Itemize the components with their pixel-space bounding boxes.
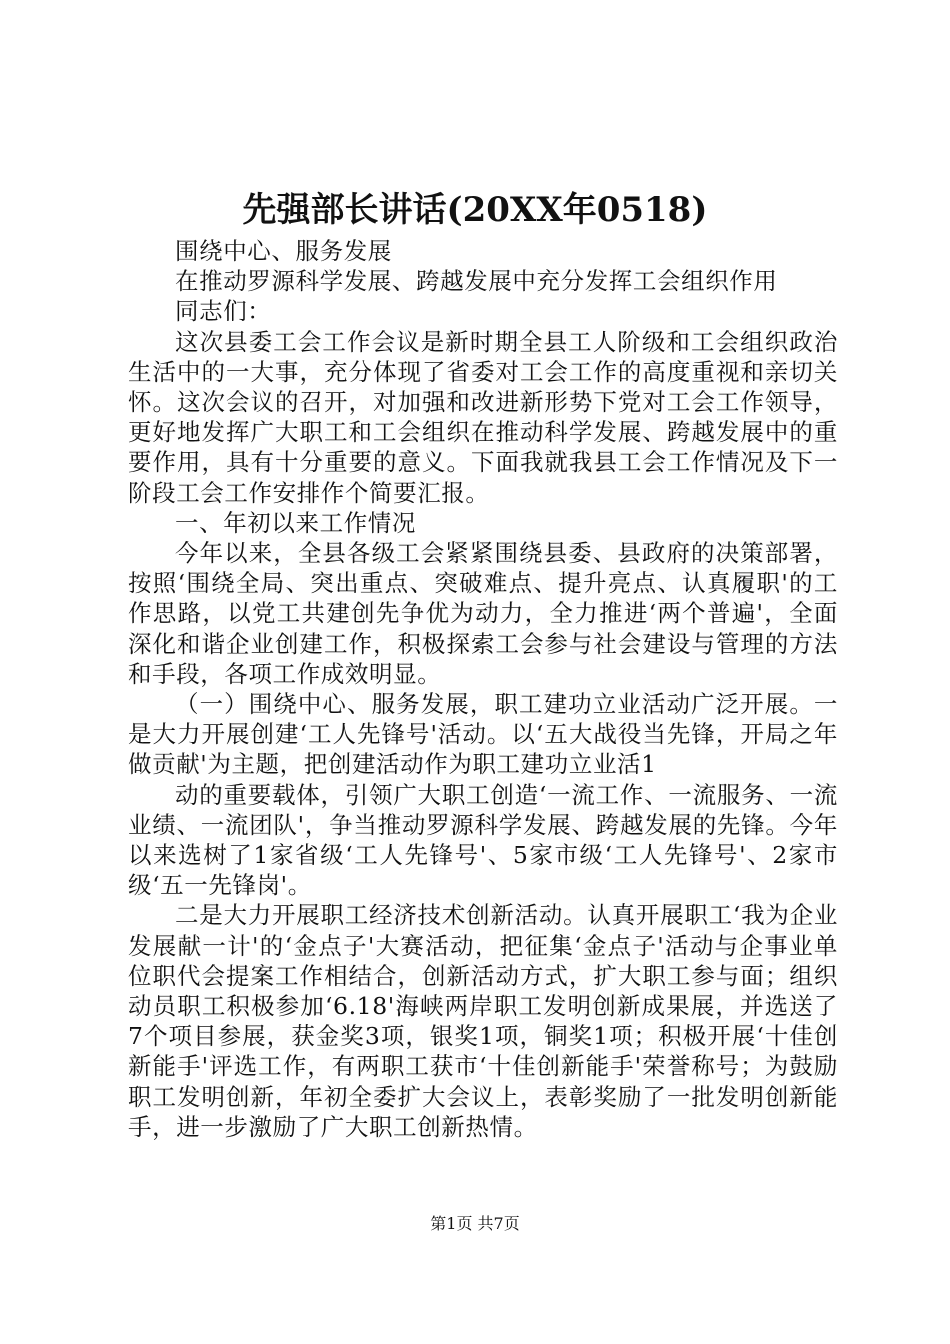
page-number: 第1页 共7页 xyxy=(430,1214,520,1233)
document-title: 先强部长讲话(20XX年0518) xyxy=(242,190,708,230)
paragraph-innovation: 二是大力开展职工经济技术创新活动。认真开展职工‘我为企业发展献一计'的‘金点子'大赛活动，把征集‘金点子'活动与企事业单位职代会提案工作相结合，创新活动方式，扩大职工参与面；组织动员职工积极参加‘6.18'海峡两岸职工发明创新成果展，并选送了7个项目参展，获金奖3项，银奖1项，铜奖1项；积极开展‘十佳创新能手'评选工作，有两职工获市‘十佳创新能手'荣誉称号；为鼓励职工发明创新，年初全委扩大会议上，表彰奖励了一批发明创新能手，进一步激励了广大职工创新热情。 xyxy=(128,901,838,1141)
paragraph-subtitle-2: 在推动罗源科学发展、跨越发展中充分发挥工会组织作用 xyxy=(175,267,778,296)
paragraph-salutation: 同志们： xyxy=(175,297,272,326)
paragraph-subtitle-1: 围绕中心、服务发展 xyxy=(175,237,392,265)
paragraph-section-1-cont: 动的重要载体，引领广大职工创造‘一流工作、一流服务、一流业绩、一流团队'，争当推动罗源科学发展、跨越发展的先锋。今年以来选树了1家省级‘工人先锋号'、5家市级‘工人先锋号'、2家市级‘五一先锋岗'。 xyxy=(128,780,838,900)
paragraph-intro: 这次县委工会工作会议是新时期全县工人阶级和工会组织政治生活中的一大事，充分体现了省委对工会工作的高度重视和亲切关怀。这次会议的召开，对加强和改进新形势下党对工会工作领导，更好地发挥广大职工和工会组织在推动科学发展、跨越发展中的重要作用，具有十分重要的意义。下面我就我县工会工作情况及下一阶段工会工作安排作个简要汇报。 xyxy=(128,327,838,507)
document-body xyxy=(128,236,838,1142)
paragraph-section-1: （一）围绕中心、服务发展，职工建功立业活动广泛开展。一是大力开展创建‘工人先锋号'活动。以‘五大战役当先锋，开局之年做贡献'为主题，把创建活动作为职工建功立业活1 xyxy=(128,690,838,779)
paragraph-overview: 今年以来，全县各级工会紧紧围绕县委、县政府的决策部署，按照‘围绕全局、突出重点、突破难点、提升亮点、认真履职'的工作思路，以党工共建创先争优为动力，全力推进‘两个普遍'，全面深化和谐企业创建工作，积极探索工会参与社会建设与管理的方法和手段，各项工作成效明显。 xyxy=(128,539,838,688)
paragraph-heading-1: 一、年初以来工作情况 xyxy=(175,508,416,537)
